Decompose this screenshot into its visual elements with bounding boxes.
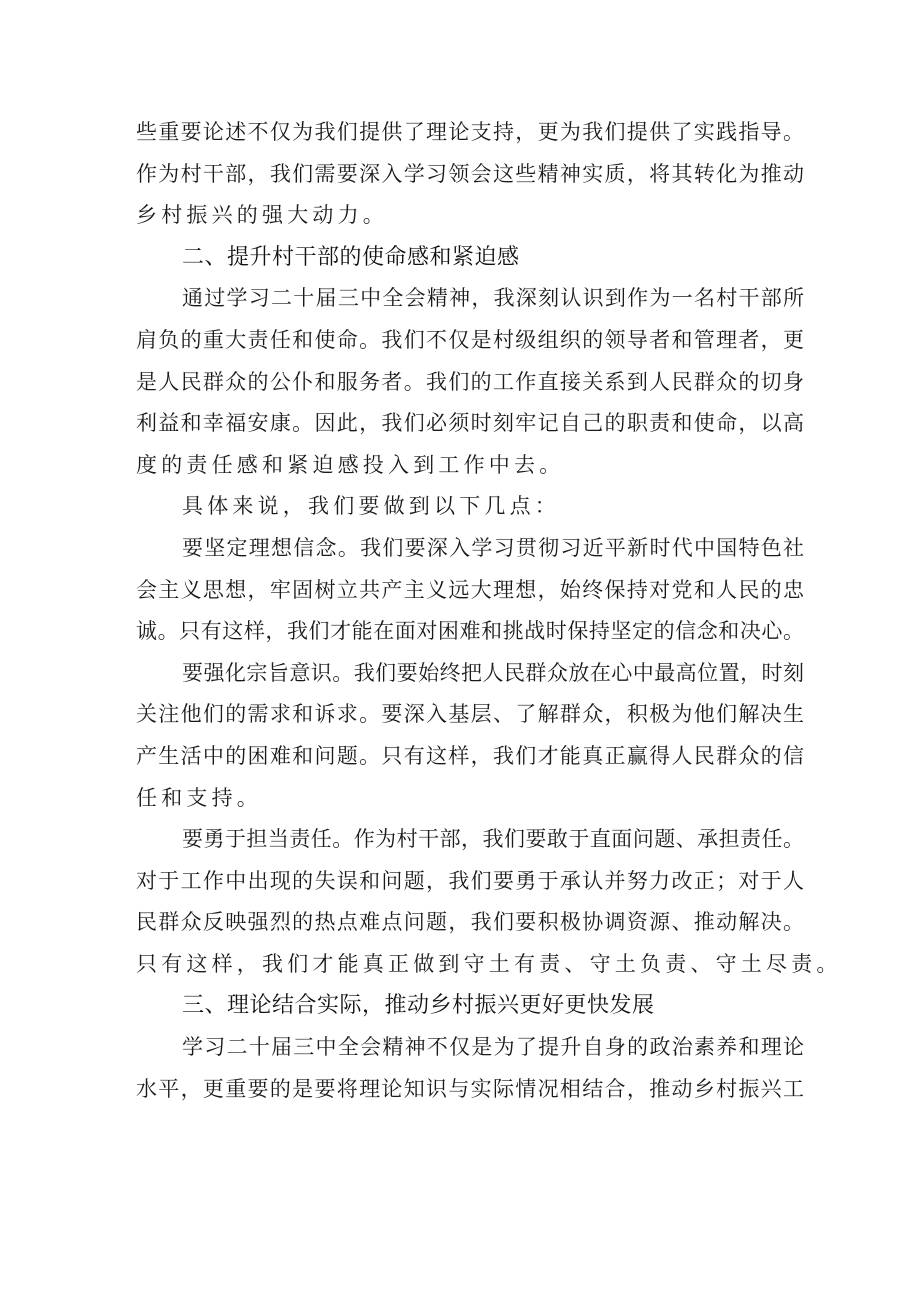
paragraph-line: 度的责任感和紧迫感投入到工作中去。 bbox=[136, 452, 565, 477]
paragraph-line: 肩负的重大责任和使命。我们不仅是村级组织的领导者和管理者，更 bbox=[136, 327, 804, 352]
paragraph-line: 乡村振兴的强大动力。 bbox=[136, 203, 388, 228]
paragraph-line: 水平，更重要的是要将理论知识与实际情况相结合，推动乡村振兴工 bbox=[136, 1076, 804, 1101]
paragraph-line: 关注他们的需求和诉求。要深入基层、了解群众，积极为他们解决生 bbox=[136, 702, 804, 727]
paragraph-line: 民群众反映强烈的热点难点问题，我们要积极协调资源、推动解决。 bbox=[136, 910, 804, 935]
paragraph-line: 要坚定理想信念。我们要深入学习贯彻习近平新时代中国特色社 bbox=[182, 535, 804, 560]
paragraph-line: 会主义思想，牢固树立共产主义远大理想，始终保持对党和人民的忠 bbox=[136, 577, 804, 602]
paragraph-line: 任和支持。 bbox=[136, 785, 262, 810]
section-heading: 三、理论结合实际，推动乡村振兴更好更快发展 bbox=[182, 993, 655, 1019]
paragraph-line: 要强化宗旨意识。我们要始终把人民群众放在心中最高位置，时刻 bbox=[182, 660, 804, 685]
paragraph-line: 对于工作中出现的失误和问题，我们要勇于承认并努力改正；对于人 bbox=[136, 868, 804, 893]
document-body bbox=[136, 112, 842, 1110]
paragraph-line: 是人民群众的公仆和服务者。我们的工作直接关系到人民群众的切身 bbox=[136, 369, 804, 394]
paragraph-line: 些重要论述不仅为我们提供了理论支持，更为我们提供了实践指导。 bbox=[136, 120, 804, 144]
paragraph-line: 产生活中的困难和问题。只有这样，我们才能真正赢得人民群众的信 bbox=[136, 743, 804, 768]
paragraph-line: 作为村干部，我们需要深入学习领会这些精神实质，将其转化为推动 bbox=[136, 161, 804, 186]
paragraph-line: 具体来说，我们要做到以下几点： bbox=[182, 494, 560, 519]
paragraph-line: 利益和幸福安康。因此，我们必须时刻牢记自己的职责和使命，以高 bbox=[136, 411, 804, 436]
paragraph-line: 诚。只有这样，我们才能在面对困难和挑战时保持坚定的信念和决心。 bbox=[136, 619, 804, 644]
section-heading: 二、提升村干部的使命感和紧迫感 bbox=[182, 244, 520, 270]
paragraph-line: 通过学习二十届三中全会精神，我深刻认识到作为一名村干部所 bbox=[182, 286, 804, 311]
paragraph-line: 要勇于担当责任。作为村干部，我们要敢于直面问题、承担责任。 bbox=[182, 827, 804, 852]
paragraph-line: 只有这样，我们才能真正做到守土有责、守土负责、守土尽责。 bbox=[136, 951, 842, 976]
paragraph-line: 学习二十届三中全会精神不仅是为了提升自身的政治素养和理论 bbox=[182, 1035, 804, 1060]
